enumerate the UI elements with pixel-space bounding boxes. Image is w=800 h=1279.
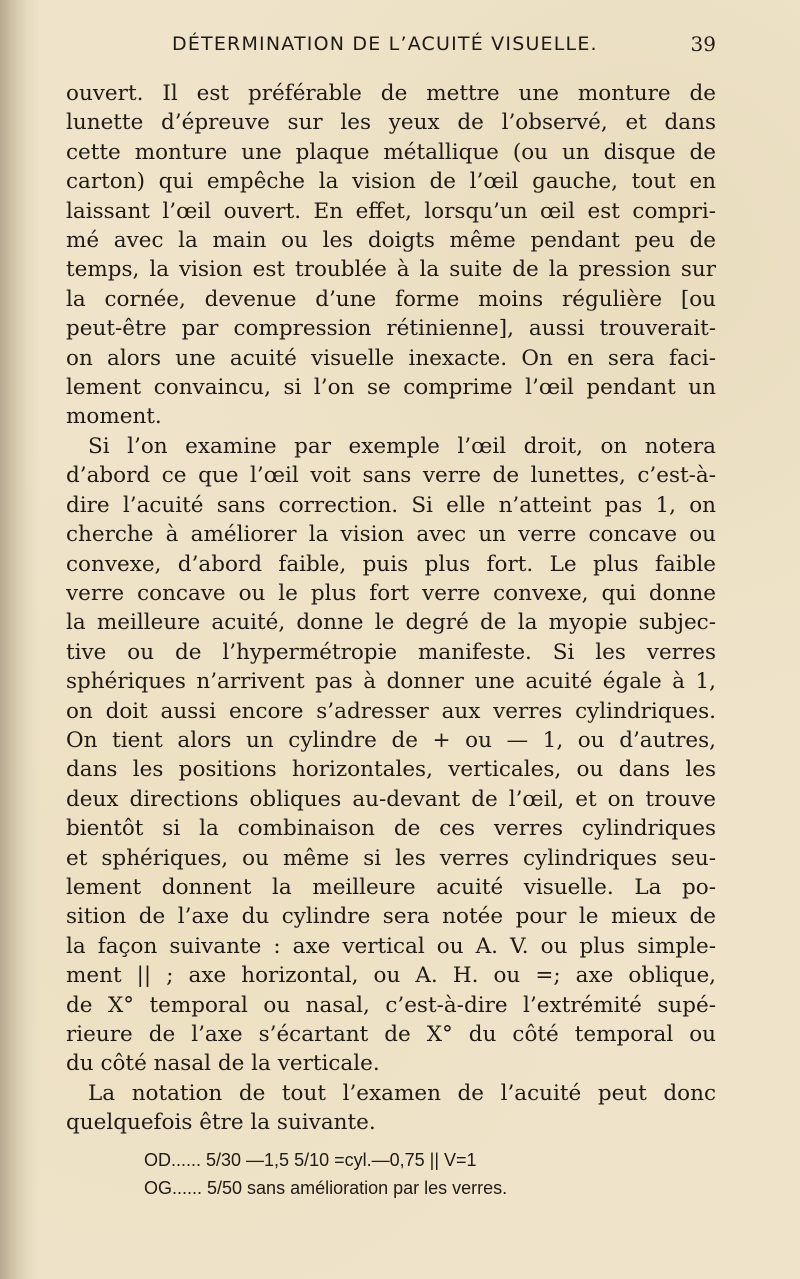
text-line: lunette d’épreuve sur les yeux de l’observé, et dans [66, 110, 716, 136]
text-line: dire l’acuité sans correction. Si elle n’atteint pas 1, on [66, 492, 716, 518]
text-line: mé avec la main ou les doigts même pendant peu de [66, 228, 716, 254]
text-line: carton) qui empêche la vision de l’œil gauche, tout en [66, 169, 716, 195]
text-line: on alors une acuité visuelle inexacte. On en sera faci- [66, 345, 716, 371]
text-line: moment. [66, 404, 162, 430]
text-line: du côté nasal de la verticale. [66, 1051, 380, 1077]
text-line: la façon suivante : axe vertical ou A. V. ou plus simple- [66, 933, 716, 959]
text-line: dans les positions horizontales, verticales, ou dans les [66, 757, 716, 783]
text-line: la cornée, devenue d’une forme moins régulière [ou [66, 286, 716, 312]
text-line: on doit aussi encore s’adresser aux verres cylindriques. [66, 698, 716, 724]
text-line: temps, la vision est troublée à la suite de la pression sur [66, 257, 716, 283]
text-line: La notation de tout l’examen de l’acuité peut donc [88, 1080, 716, 1106]
text-line: Si l’on examine par exemple l’œil droit, on notera [88, 433, 716, 459]
text-line: rieure de l’axe s’écartant de X° du côté temporal ou [66, 1022, 716, 1047]
text-line: d’abord ce que l’œil voit sans verre de lunettes, c’est-à- [66, 463, 716, 489]
text-line: cherche à améliorer la vision avec un verre concave ou [66, 522, 716, 548]
text-line: ment || ; axe horizontal, ou A. H. ou =; axe oblique, [66, 963, 716, 989]
text-line: ouvert. Il est préférable de mettre une monture de [66, 81, 716, 106]
binding-shadow [0, 0, 40, 1279]
text-line: verre concave ou le plus fort verre convexe, qui donne [66, 580, 716, 606]
notation-row-og: OG...... 5/50 sans amélioration par les verres. [144, 1178, 508, 1198]
running-head [66, 28, 716, 60]
text-line: tive ou de l’hypermétropie manifeste. Si les verres [66, 639, 716, 665]
text-line: la meilleure acuité, donne le degré de la myopie subjec- [66, 610, 716, 636]
text-line: cette monture une plaque métallique (ou un disque de [66, 139, 716, 165]
text-line: lement donnent la meilleure acuité visuelle. La po- [66, 874, 716, 900]
notation-row-od: OD...... 5/30 —1,5 5/10 =cyl.—0,75 || V=1 [144, 1150, 477, 1170]
text-line: bientôt si la combinaison de ces verres cylindriques [66, 816, 716, 842]
text-line: et sphériques, ou même si les verres cylindriques seu- [66, 845, 716, 871]
text-line: lement convaincu, si l’on se comprime l’œil pendant un [66, 375, 716, 401]
text-line: On tient alors un cylindre de + ou — 1, ou d’autres, [66, 727, 716, 753]
text-line: de X° temporal ou nasal, c’est-à-dire l’extrémité supé- [66, 992, 716, 1018]
body-text [66, 79, 716, 1138]
text-line: convexe, d’abord faible, puis plus fort. Le plus faible [66, 551, 716, 577]
text-line: quelquefois être la suivante. [66, 1110, 376, 1136]
text-line: peut-être par compression rétinienne], aussi trouverait- [66, 316, 716, 342]
text-line: deux directions obliques au-devant de l’œil, et on trouve [66, 786, 716, 812]
running-title: DÉTERMINATION DE L’ACUITÉ VISUELLE. [172, 33, 598, 55]
notation-block [66, 1146, 716, 1202]
text-line: sphériques n’arrivent pas à donner une acuité égale à 1, [66, 669, 716, 695]
text-line: sition de l’axe du cylindre sera notée pour le mieux de [66, 904, 716, 930]
page-number: 39 [690, 32, 716, 56]
text-line: laissant l’œil ouvert. En effet, lorsqu’un œil est compri- [66, 198, 716, 224]
